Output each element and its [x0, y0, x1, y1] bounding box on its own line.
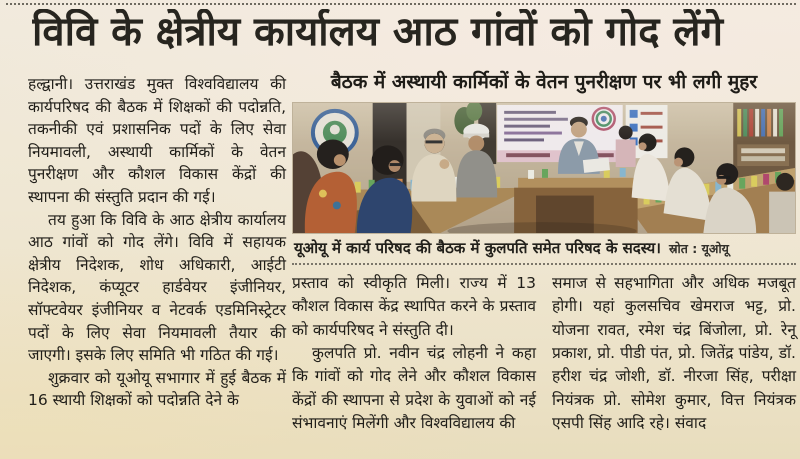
meeting-photo [292, 102, 796, 234]
headline: विवि के क्षेत्रीय कार्यालय आठ गांवों को गोद लेंगे [32, 9, 724, 55]
photo-credit: स्रोत : यूओयू [668, 240, 729, 256]
top-rule [6, 3, 796, 5]
left-column [28, 73, 286, 412]
article-paragraph: शुक्रवार को यूओयू सभागार में हुई बैठक में 16 स्थायी शिक्षकों को पदोन्नति देने के [28, 368, 286, 410]
middle-column [292, 272, 536, 436]
subheadline: बैठक में अस्थायी कार्मिकों के वेतन पुनरीक्षण पर भी लगी मुहर [330, 71, 758, 93]
article-paragraph: प्रस्ताव को स्वीकृति मिली। राज्य में 13 कौशल विकास केंद्र स्थापित करने के प्रस्ताव को कार्यपरिषद ने संस्तुति दी। [292, 273, 536, 339]
photo-caption-row [292, 234, 796, 265]
article-paragraph: समाज से सहभागिता और अधिक मजबूत होगी। यहां कुलसचिव खेमराज भट्ट, प्रो. योजना रावत, रमेश चंद्र बिंजोला, प्रो. रेनू प्रकाश, प्रो. पीडी पंत, प्रो. जितेंद्र पांडेय, डॉ. हरीश चंद्र जोशी, डॉ. नीरजा सिंह, परीक्षा नियंत्रक प्रो. सोमेश कुमार, वित्त नियंत्रक एसपी सिंह आदि रहे। संवाद [552, 273, 796, 433]
photo-caption: यूओयू में कार्य परिषद की बैठक में कुलपति समेत परिषद के सदस्य। [294, 238, 661, 257]
meeting-photo-illustration [293, 103, 795, 233]
photo-section [292, 70, 796, 436]
right-column [552, 272, 796, 436]
body-columns [292, 272, 796, 436]
article-paragraph: हल्द्वानी। उत्तराखंड मुक्त विश्वविद्यालय की कार्यपरिषद की बैठक में शिक्षकों की पदोन्नति, तकनीकी एवं प्रशासनिक पदों के लिए सेवा नियमावली, अस्थायी कार्मिकों के वेतन पुनरीक्षण और कौशल विकास केंद्रों की स्थापना की संस्तुति प्रदान की गई। [28, 75, 286, 206]
photo-banner-center [497, 105, 623, 162]
article-paragraph: तय हुआ कि विवि के आठ क्षेत्रीय कार्यालय आठ गांवों को गोद लेंगे। विवि में सहायक क्षेत्रीय निदेशक, शोध अधिकारी, आईटी निदेशक, कंप्यूटर हार्डवेयर इंजीनियर, सॉफ्टवेयर इंजीनियर व नेटवर्क एडमिनिस्ट्रेटर पदों के लिए सेवा नियमावली तैयार की जाएगी। इसके लिए समिति भी गठित की गई। [28, 210, 286, 365]
photo-bookshelf [733, 103, 795, 178]
article-paragraph: कुलपति प्रो. नवीन चंद्र लोहनी ने कहा कि गांवों को गोद लेने और कौशल विकास केंद्रों की स्थापना से प्रदेश के युवाओं को नई संभावनाएं मिलेंगी और विश्वविद्यालय की [292, 343, 536, 433]
